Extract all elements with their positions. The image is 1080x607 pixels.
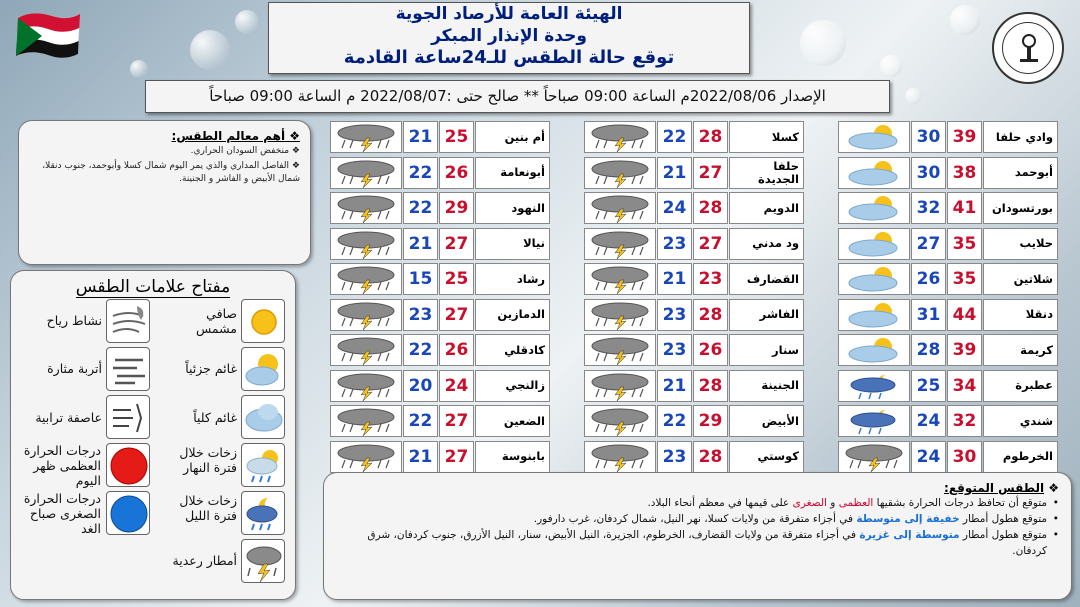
feature-item-text: منخفض السودان الحراري. [190, 146, 290, 156]
max-temp-value: 26 [439, 334, 474, 366]
city-name [729, 192, 804, 224]
thunderstorm-icon [584, 405, 656, 437]
partly-cloudy-icon [838, 263, 910, 295]
max-temp-value: 27 [439, 228, 474, 260]
city-row [584, 228, 805, 260]
max-temp-value: 28 [693, 121, 728, 153]
city-name-text: رشاد [516, 271, 545, 286]
city-name [475, 299, 550, 331]
min-temp-value: 32 [911, 192, 946, 224]
partly-cloudy-icon [838, 228, 910, 260]
legend-title [11, 277, 295, 297]
city-name [729, 299, 804, 331]
bg-bubble [905, 88, 921, 104]
city-name-text: الدمازين [497, 307, 545, 321]
feature-item: ❖ الفاصل المداري والذي يمر اليوم شمال كسلا وأبوحمد، جنوب دنقلا، شمال الأبيض و الفاشر و الجنينة. [42, 161, 300, 184]
city-name-text: القضارف [746, 271, 799, 286]
city-name-text: بورتسودان [991, 200, 1053, 215]
city-row [584, 334, 805, 366]
city-name [475, 263, 550, 295]
features-heading: ❖ أهم معالم الطقس: [171, 129, 300, 143]
feature-item-text: الفاصل المداري والذي يمر اليوم شمال كسلا وأبوحمد، جنوب دنقلا، شمال الأبيض و الفاشر و الجنينة. [42, 161, 300, 184]
city-name-text: الجنينة [761, 378, 799, 392]
city-name [475, 405, 550, 437]
text-highlight-intensity: خفيفة إلى متوسطة [856, 513, 960, 525]
weather-legend-panel [10, 270, 296, 600]
city-row [838, 228, 1059, 260]
partly-cloudy-icon [838, 334, 910, 366]
min-temp-value: 21 [403, 441, 438, 473]
text-segment: على قيمها في معظم أنحاء البلاد. [647, 497, 793, 509]
city-row [838, 299, 1059, 331]
thunderstorm-icon [838, 441, 910, 473]
bg-bubble [880, 55, 902, 77]
thunderstorm-icon [584, 228, 656, 260]
min-temp-value: 22 [403, 192, 438, 224]
sun-icon [241, 299, 285, 343]
max-temp-value: 26 [439, 157, 474, 189]
authority-name: الهيئة العامة للأرصاد الجوية [395, 4, 623, 24]
min-temp-value: 23 [657, 441, 692, 473]
thunderstorm-icon [330, 370, 402, 402]
city-name-text: الأبيض [761, 413, 799, 428]
max-temp-value: 27 [439, 299, 474, 331]
text-segment: في أجزاء متفرقة من ولايات كسلا، نهر النيل، شمال كردفان، غرب دارفور. [533, 513, 857, 525]
thunderstorm-icon [584, 334, 656, 366]
city-row [330, 334, 551, 366]
legend-title-text: مفتاح علامات الطقس [75, 277, 231, 297]
legend-label-day-showers: زخات خلال فترة النهار [179, 445, 237, 475]
text-highlight-min: الصغرى [792, 497, 827, 509]
thunderstorm-icon [330, 228, 402, 260]
city-name-text: زالنجي [505, 378, 545, 392]
city-row [838, 157, 1059, 189]
city-name-text: كسلا [771, 129, 799, 144]
max-temp-value: 41 [947, 192, 982, 224]
city-name-text: بابنوسة [501, 449, 545, 463]
city-name [983, 370, 1058, 402]
dust-storm-icon [106, 395, 150, 439]
max-temp-value: 29 [693, 405, 728, 437]
city-name [983, 228, 1058, 260]
thunderstorm-icon [584, 121, 656, 153]
feature-item: ❖ منخفض السودان الحراري. [190, 146, 300, 156]
expected-line [336, 527, 1059, 559]
city-row [330, 405, 551, 437]
city-name-text: شلاتين [1013, 271, 1053, 286]
max-temp-value: 34 [947, 370, 982, 402]
min-temp-value: 20 [403, 370, 438, 402]
city-row [584, 299, 805, 331]
legend-label-sunny: صافي مشمس [195, 306, 237, 336]
city-name-text: أم بنين [504, 129, 545, 144]
city-name [729, 441, 804, 473]
city-row [838, 441, 1059, 473]
night-showers-icon [838, 405, 910, 437]
min-temp-value: 15 [403, 263, 438, 295]
city-name-text: كادقلي [504, 342, 545, 357]
max-temp-value: 39 [947, 121, 982, 153]
city-name [729, 405, 804, 437]
city-name [983, 441, 1058, 473]
max-temp-value: 28 [693, 299, 728, 331]
max-temp-value: 32 [947, 405, 982, 437]
bg-bubble [190, 30, 230, 70]
expected-heading-text: الطقس المتوقع: [944, 481, 1045, 495]
text-segment: في أجزاء متفرقة من ولايات القضارف، الخرطوم، الجزيرة، النيل الأبيض، سنار، النيل الأزرق، جنوب كردفان، شرق كردفان. [367, 529, 1047, 557]
city-name [983, 157, 1058, 189]
city-row [838, 370, 1059, 402]
legend-label-min-temp: درجات الحرارة الصغرى صباح الغد [23, 491, 101, 536]
max-temp-value: 27 [439, 441, 474, 473]
max-temp-value: 25 [439, 121, 474, 153]
min-temp-value: 23 [403, 299, 438, 331]
blowing-dust-icon [106, 347, 150, 391]
city-name-text: النهود [511, 200, 545, 215]
partly-cloudy-icon [838, 299, 910, 331]
sudan-flag-icon [12, 4, 84, 66]
max-temp-value: 39 [947, 334, 982, 366]
city-name-text: أبوحمد [1014, 165, 1053, 179]
text-segment: و [826, 497, 839, 509]
min-temp-icon [106, 491, 150, 535]
partly-cloudy-icon [838, 121, 910, 153]
expected-line [336, 495, 1059, 511]
min-temp-value: 23 [657, 334, 692, 366]
max-temp-value: 35 [947, 228, 982, 260]
city-name-text: وادي حلفا [995, 129, 1053, 144]
max-temp-value: 26 [693, 334, 728, 366]
city-name [983, 299, 1058, 331]
wind-icon [106, 299, 150, 343]
text-highlight-intensity: متوسطة إلى غزيرة [859, 529, 960, 541]
thunderstorm-icon [584, 192, 656, 224]
city-name [729, 263, 804, 295]
min-temp-value: 24 [657, 192, 692, 224]
max-temp-value: 28 [693, 441, 728, 473]
thunderstorm-icon [584, 441, 656, 473]
city-row [838, 192, 1059, 224]
city-name-text: ود مدني [752, 236, 799, 250]
min-temp-value: 22 [657, 121, 692, 153]
thunderstorm-icon [330, 157, 402, 189]
city-row [330, 441, 551, 473]
city-name-text: الضعين [503, 413, 545, 428]
partly-cloudy-icon [838, 192, 910, 224]
city-row [838, 121, 1059, 153]
legend-label-partly-cloudy: غائم جزئياً [185, 361, 237, 376]
min-temp-value: 22 [403, 334, 438, 366]
city-name [983, 121, 1058, 153]
legend-label-cloudy: غائم كلياً [193, 410, 237, 425]
min-temp-value: 23 [657, 228, 692, 260]
cloudy-icon [241, 395, 285, 439]
city-name [983, 405, 1058, 437]
city-name [729, 121, 804, 153]
min-temp-value: 22 [657, 405, 692, 437]
city-name [729, 228, 804, 260]
partly-cloudy-icon [838, 157, 910, 189]
city-name-text: حلفا الجديدة [758, 158, 799, 186]
max-temp-value: 29 [439, 192, 474, 224]
city-name-text: حلايب [1019, 236, 1053, 250]
text-segment: متوقع هطول أمطار [959, 529, 1047, 541]
night-showers-icon [241, 491, 285, 535]
city-row [838, 405, 1059, 437]
bg-bubble [130, 60, 148, 78]
city-row [838, 334, 1059, 366]
weather-features-panel [18, 120, 311, 265]
max-temp-value: 27 [693, 228, 728, 260]
city-name-text: شندي [1019, 413, 1053, 428]
max-temp-value: 28 [693, 192, 728, 224]
meteorological-authority-logo [992, 12, 1064, 84]
bg-bubble [235, 10, 259, 34]
min-temp-value: 24 [911, 405, 946, 437]
city-row [584, 441, 805, 473]
city-name-text: عطبرة [1015, 378, 1053, 392]
thunderstorm-icon [241, 539, 285, 583]
min-temp-value: 21 [403, 121, 438, 153]
city-name-text: سنار [772, 342, 799, 357]
issue-validity-bar: الإصدار 2022/08/06م الساعة 09:00 صباحاً ** صالح حتى :2022/08/07 م الساعة 09:00 صباحاً [145, 80, 890, 113]
thunderstorm-icon [330, 405, 402, 437]
min-temp-value: 28 [911, 334, 946, 366]
min-temp-value: 30 [911, 121, 946, 153]
min-temp-value: 21 [657, 157, 692, 189]
max-temp-value: 27 [439, 405, 474, 437]
city-name-text: الخرطوم [1002, 449, 1053, 463]
min-temp-value: 22 [403, 157, 438, 189]
logo-emblem-icon [1014, 32, 1044, 66]
max-temp-value: 23 [693, 263, 728, 295]
min-temp-value: 21 [403, 228, 438, 260]
thunderstorm-icon [584, 299, 656, 331]
city-row [330, 192, 551, 224]
min-temp-value: 25 [911, 370, 946, 402]
city-row [584, 263, 805, 295]
min-temp-value: 21 [657, 370, 692, 402]
city-name [983, 263, 1058, 295]
legend-label-night-showers: زخات خلال فترة الليل [179, 493, 237, 523]
city-row [584, 192, 805, 224]
min-temp-value: 30 [911, 157, 946, 189]
city-row [584, 405, 805, 437]
legend-label-blowing-dust: أتربة مثارة [47, 361, 102, 376]
text-segment: متوقع هطول أمطار [959, 513, 1047, 525]
city-row [330, 263, 551, 295]
max-temp-value: 35 [947, 263, 982, 295]
city-name-text: كوستي [757, 449, 799, 463]
city-row [330, 370, 551, 402]
expected-weather-panel [323, 472, 1072, 600]
city-row [330, 157, 551, 189]
text-segment: متوقع أن تحافظ درجات الحرارة بشقيها [873, 497, 1047, 509]
max-temp-value: 30 [947, 441, 982, 473]
thunderstorm-icon [330, 334, 402, 366]
city-name-text: نيالا [523, 236, 545, 250]
city-name-text: الدويم [763, 200, 799, 215]
thunderstorm-icon [330, 192, 402, 224]
legend-label-thunderstorm: أمطار رعدية [172, 553, 237, 568]
features-heading-text: أهم معالم الطقس: [171, 129, 286, 143]
max-temp-icon [106, 443, 150, 487]
legend-label-max-temp: درجات الحرارة العظمى ظهر اليوم [23, 443, 101, 488]
city-name [475, 441, 550, 473]
city-name-text: أبونعامة [500, 165, 545, 179]
city-row [584, 121, 805, 153]
min-temp-value: 22 [403, 405, 438, 437]
city-name [729, 370, 804, 402]
forecast-title: توقع حالة الطقس للـ24ساعة القادمة [343, 47, 675, 68]
city-row [584, 157, 805, 189]
night-showers-icon [838, 370, 910, 402]
city-row [330, 299, 551, 331]
max-temp-value: 38 [947, 157, 982, 189]
thunderstorm-icon [584, 157, 656, 189]
min-temp-value: 27 [911, 228, 946, 260]
thunderstorm-icon [584, 263, 656, 295]
bg-bubble [950, 5, 980, 35]
min-temp-value: 24 [911, 441, 946, 473]
legend-label-dust-storm: عاصفة ترابية [35, 410, 102, 425]
city-row [330, 121, 551, 153]
logo-ring [1002, 22, 1054, 74]
thunderstorm-icon [584, 370, 656, 402]
max-temp-value: 28 [693, 370, 728, 402]
min-temp-value: 31 [911, 299, 946, 331]
city-name-text: الفاشر [759, 307, 799, 321]
city-name [475, 370, 550, 402]
max-temp-value: 25 [439, 263, 474, 295]
thunderstorm-icon [330, 299, 402, 331]
partly-cloudy-icon [241, 347, 285, 391]
city-row [838, 263, 1059, 295]
city-name [475, 192, 550, 224]
thunderstorm-icon [330, 441, 402, 473]
city-name [475, 157, 550, 189]
city-name [983, 192, 1058, 224]
text-highlight-max: العظمى [838, 497, 874, 509]
city-row [584, 370, 805, 402]
city-name [475, 228, 550, 260]
city-name [729, 157, 804, 189]
thunderstorm-icon [330, 121, 402, 153]
city-name [475, 121, 550, 153]
unit-name: وحدة الإنذار المبكر [431, 26, 587, 46]
city-name [983, 334, 1058, 366]
max-temp-value: 24 [439, 370, 474, 402]
min-temp-value: 26 [911, 263, 946, 295]
max-temp-value: 27 [693, 157, 728, 189]
max-temp-value: 44 [947, 299, 982, 331]
legend-label-wind: نشاط رياح [46, 313, 102, 328]
min-temp-value: 21 [657, 263, 692, 295]
expected-heading: ❖ الطقس المتوقع: [944, 481, 1059, 495]
expected-line [336, 511, 1059, 527]
city-row [330, 228, 551, 260]
city-name-text: دنقلا [1025, 307, 1053, 321]
city-name [475, 334, 550, 366]
city-name-text: كريمة [1020, 342, 1053, 357]
day-showers-icon [241, 443, 285, 487]
thunderstorm-icon [330, 263, 402, 295]
city-name [729, 334, 804, 366]
bg-bubble [800, 20, 846, 66]
header-title-box [268, 2, 750, 74]
min-temp-value: 23 [657, 299, 692, 331]
